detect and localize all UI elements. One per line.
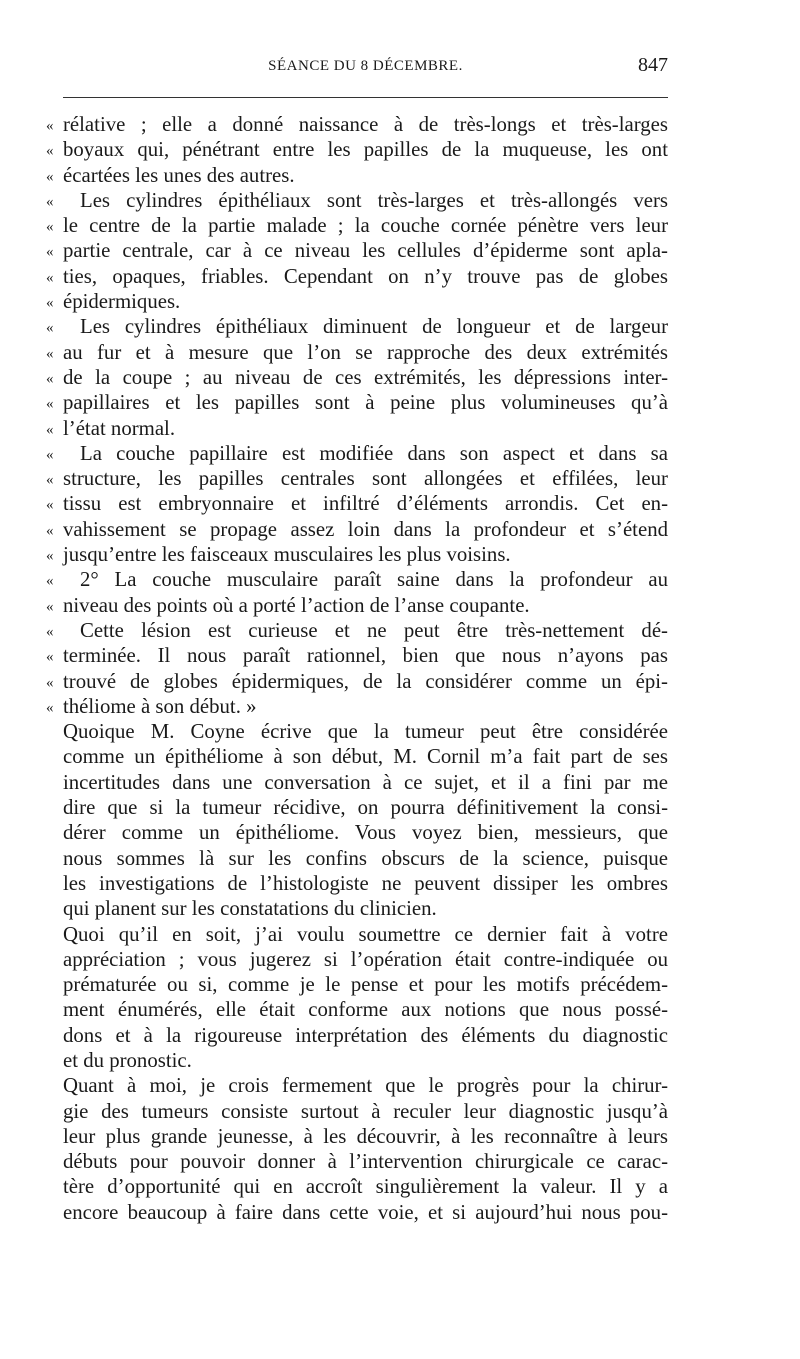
quote-mark: « <box>46 320 54 337</box>
line-text: dons et à la rigoureuse interprétation des éléments du diagnostic <box>63 1023 668 1047</box>
line-text: tissu est embryonnaire et infiltré d’éléments arrondis. Cet en- <box>63 492 668 516</box>
text-line <box>46 618 668 643</box>
line-text: gie des tumeurs consiste surtout à reculer leur diagnostic jusqu’à <box>63 1099 668 1123</box>
text-line <box>46 1073 668 1098</box>
text-line <box>46 213 668 238</box>
text-line <box>46 1048 668 1073</box>
text-line <box>46 896 668 921</box>
quote-mark: « <box>46 118 54 134</box>
quote-mark: « <box>46 421 54 438</box>
running-title: SÉANCE DU 8 DÉCEMBRE. <box>268 58 463 74</box>
quote-mark: « <box>46 295 54 312</box>
text-line <box>46 314 668 339</box>
text-line <box>46 264 668 289</box>
text-line <box>46 542 668 567</box>
body-text <box>46 112 668 1225</box>
running-header <box>63 54 668 88</box>
quote-mark: « <box>46 269 54 286</box>
text-line <box>46 795 668 820</box>
line-text: incertitudes dans une conversation à ce sujet, et il a fini par me <box>63 770 668 794</box>
text-line <box>46 643 668 668</box>
text-line <box>46 1200 668 1225</box>
text-line <box>46 593 668 618</box>
quote-mark: « <box>46 598 54 615</box>
line-text: et du pronostic. <box>63 1048 192 1072</box>
text-line <box>46 1124 668 1149</box>
line-text: structure, les papilles centrales sont allongées et effilées, leur <box>63 467 668 491</box>
line-text: Quoi qu’il en soit, j’ai voulu soumettre ce dernier fait à votre <box>63 922 668 946</box>
text-line <box>46 238 668 263</box>
line-text: écartées les unes des autres. <box>63 163 295 187</box>
line-text: 2° La couche musculaire paraît saine dans la profondeur au <box>80 568 668 592</box>
line-text: nous sommes là sur les confins obscurs de la science, puisque <box>63 846 668 870</box>
text-line <box>46 112 668 137</box>
text-line <box>46 820 668 845</box>
quote-mark: « <box>46 649 54 666</box>
quote-mark: « <box>46 472 54 489</box>
quote-mark: « <box>46 573 54 590</box>
line-text: au fur et à mesure que l’on se rapproche des deux extrémités <box>63 340 668 364</box>
text-line <box>46 365 668 390</box>
line-text: vahissement se propage assez loin dans la profondeur et s’étend <box>63 517 668 541</box>
quote-mark: « <box>46 623 54 640</box>
line-text: ties, opaques, friables. Cependant on n’y trouve pas de globes <box>63 264 668 288</box>
quote-mark: « <box>46 143 54 160</box>
line-text: dérer comme un épithéliome. Vous voyez bien, messieurs, que <box>63 821 668 845</box>
text-line <box>46 416 668 441</box>
line-text: les investigations de l’histologiste ne peuvent dissiper les ombres <box>63 871 668 895</box>
text-line <box>46 744 668 769</box>
line-text: encore beaucoup à faire dans cette voie, et si aujourd’hui nous pou- <box>63 1200 668 1224</box>
quote-mark: « <box>46 396 54 413</box>
line-text: Quant à moi, je crois fermement que le progrès pour la chirur- <box>63 1074 668 1098</box>
line-text: prématurée ou si, comme je le pense et pour les motifs précédem- <box>63 973 668 997</box>
text-line <box>46 846 668 871</box>
line-text: Les cylindres épithéliaux sont très-larges et très-allongés vers <box>80 188 668 212</box>
text-line <box>46 466 668 491</box>
text-line <box>46 997 668 1022</box>
text-line <box>46 719 668 744</box>
text-line <box>46 871 668 896</box>
text-line <box>46 137 668 162</box>
line-text: La couche papillaire est modifiée dans son aspect et dans sa <box>80 441 668 465</box>
quote-mark: « <box>46 497 54 514</box>
quote-mark: « <box>46 522 54 539</box>
line-text: épidermiques. <box>63 290 181 314</box>
line-text: jusqu’entre les faisceaux musculaires les plus voisins. <box>63 543 511 567</box>
line-text: terminée. Il nous paraît rationnel, bien que nous n’ayons pas <box>63 644 668 668</box>
text-line <box>46 1149 668 1174</box>
line-text: l’état normal. <box>63 416 176 440</box>
line-text: théliome à son début. » <box>63 694 257 718</box>
text-line <box>46 1099 668 1124</box>
text-line <box>46 947 668 972</box>
quote-mark: « <box>46 446 54 463</box>
text-line <box>46 669 668 694</box>
line-text: niveau des points où a porté l’action de l’anse coupante. <box>63 593 530 617</box>
text-line <box>46 390 668 415</box>
line-text: trouvé de globes épidermiques, de la considérer comme un épi- <box>63 669 668 693</box>
text-line <box>46 491 668 516</box>
text-line <box>46 340 668 365</box>
text-line <box>46 517 668 542</box>
text-line <box>46 188 668 213</box>
quote-mark: « <box>46 699 54 716</box>
line-text: tère d’opportunité qui en accroît singulièrement la valeur. Il y a <box>63 1175 668 1199</box>
quote-mark: « <box>46 548 54 565</box>
line-text: partie centrale, car à ce niveau les cellules d’épiderme sont apla- <box>63 239 668 263</box>
quote-mark: « <box>46 219 54 236</box>
line-text: de la coupe ; au niveau de ces extrémités, les dépressions inter- <box>63 365 668 389</box>
line-text: qui planent sur les constatations du clinicien. <box>63 897 437 921</box>
quote-mark: « <box>46 244 54 261</box>
line-text: débuts pour pouvoir donner à l’intervention chirurgicale ce carac- <box>63 1150 668 1174</box>
quote-mark: « <box>46 193 54 210</box>
line-text: ment énumérés, elle était conforme aux notions que nous possé- <box>63 998 668 1022</box>
text-line <box>46 694 668 719</box>
quote-mark: « <box>46 168 54 185</box>
quote-mark: « <box>46 345 54 362</box>
line-text: dire que si la tumeur récidive, on pourra définitivement la consi- <box>63 796 668 820</box>
line-text: Les cylindres épithéliaux diminuent de longueur et de largeur <box>80 315 668 339</box>
header-rule <box>63 97 668 98</box>
line-text: papillaires et les papilles sont à peine plus volumineuses qu’à <box>63 391 668 415</box>
line-text: appréciation ; vous jugerez si l’opération était contre-indiquée ou <box>63 947 668 971</box>
line-text: boyaux qui, pénétrant entre les papilles de la muqueuse, les ont <box>63 138 668 162</box>
line-text: Quoique M. Coyne écrive que la tumeur peut être considérée <box>63 720 668 744</box>
page-number: 847 <box>638 54 668 76</box>
text-line <box>46 972 668 997</box>
line-text: Cette lésion est curieuse et ne peut être très-nettement dé- <box>80 618 668 642</box>
text-line <box>46 1174 668 1199</box>
text-line <box>46 770 668 795</box>
text-line <box>46 922 668 947</box>
text-line <box>46 441 668 466</box>
text-line <box>46 1023 668 1048</box>
text-line <box>46 567 668 592</box>
quote-mark: « <box>46 370 54 387</box>
text-line <box>46 289 668 314</box>
line-text: le centre de la partie malade ; la couche cornée pénètre vers leur <box>63 214 668 238</box>
text-line <box>46 163 668 188</box>
line-text: comme un épithéliome à son début, M. Cornil m’a fait part de ses <box>63 745 668 769</box>
line-text: leur plus grande jeunesse, à les découvrir, à les reconnaître à leurs <box>63 1124 668 1148</box>
quote-mark: « <box>46 674 54 691</box>
line-text: rélative ; elle a donné naissance à de très-longs et très-larges <box>63 113 668 136</box>
